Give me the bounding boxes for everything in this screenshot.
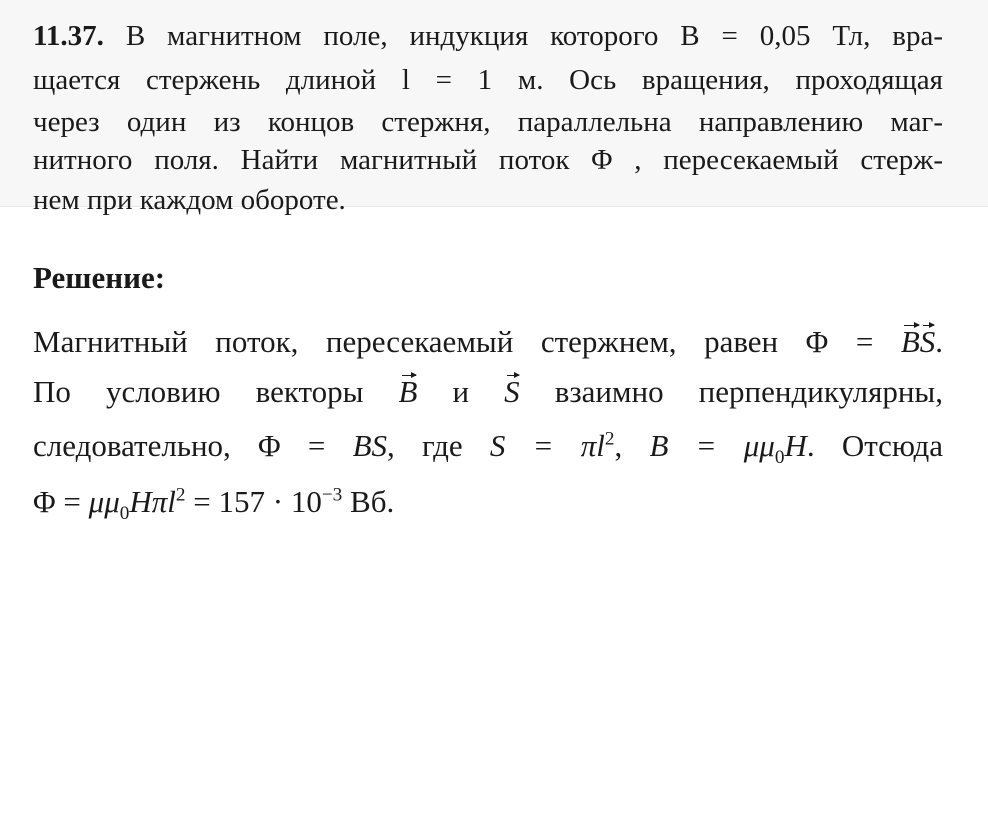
problem-line-5: нем при каждом обороте. bbox=[33, 184, 346, 216]
vector-b: B bbox=[399, 372, 418, 412]
vector-s: S bbox=[504, 372, 520, 412]
solution-heading: Решение: bbox=[33, 260, 166, 295]
problem-line-4: нитного поля. Найти магнитный поток Φ , пересекаемый стерж- bbox=[33, 144, 943, 176]
solution-line-4: $\Phi = \mu\mu_0H\pi l^2 = 157 \cdot 10^{-3}$ Вб. bbox=[33, 484, 395, 525]
problem-line-1: 11.37. В магнитном поле, индукция которого B = 0,05 Тл, вра- bbox=[33, 20, 944, 52]
vector-b: B bbox=[901, 322, 920, 362]
problem-number: 11.37. bbox=[33, 20, 104, 52]
problem-line-2: щается стержень длиной l = 1 м. Ось вращения, проходящая bbox=[33, 64, 943, 96]
solution-line-2: По условию векторы B и S взаимно перпендикулярны, bbox=[33, 372, 943, 412]
problem-statement bbox=[0, 0, 988, 216]
solution-line-3: следовательно, Φ = BS, где $S = \pi l^2$, $B = \mu\mu_0H$. Отсюда bbox=[33, 428, 944, 469]
vector-s: S bbox=[920, 322, 936, 362]
solution-line-1: Магнитный поток, пересекаемый стержнем, равен Φ = BS. bbox=[33, 322, 943, 362]
problem-line-3: через один из концов стержня, параллельна направлению маг- bbox=[33, 106, 943, 138]
